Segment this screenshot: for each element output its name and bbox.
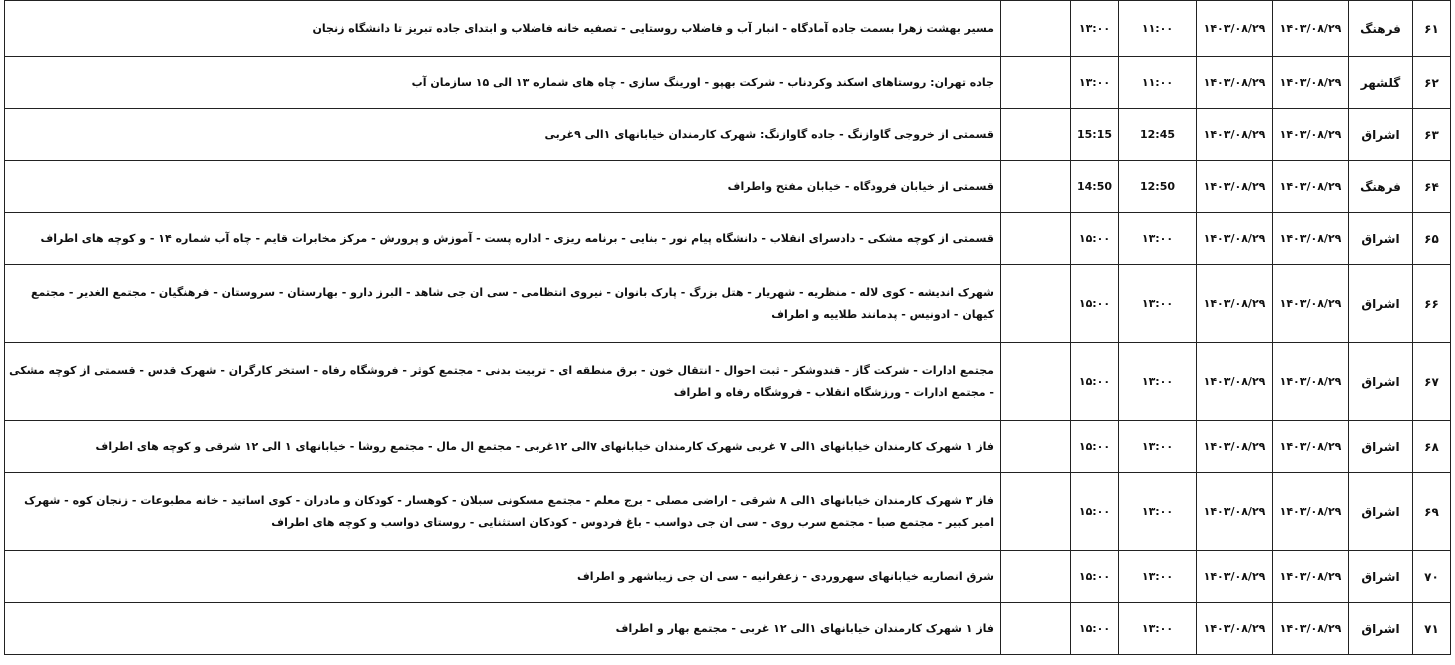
row-number-cell: ۶۱ (1413, 1, 1451, 57)
date-from-cell: ۱۴۰۳/۰۸/۲۹ (1273, 343, 1349, 421)
area-cell: فاز ۱ شهرک کارمندان خیابانهای ۱الی ۷ غربی شهرک کارمندان خیابانهای ۷الی ۱۲غربی - مجتمع ال مال - مجتمع روشا - خیابانهای ۱ الی ۱۲ شرقی و کوچه های اطراف (5, 421, 1001, 473)
table-body (5, 1, 1451, 655)
spacer-cell (1001, 551, 1071, 603)
time-to-cell: ۱۵:۰۰ (1071, 213, 1119, 265)
time-from-cell: ۱۳:۰۰ (1119, 473, 1197, 551)
date-from-cell: ۱۴۰۳/۰۸/۲۹ (1273, 265, 1349, 343)
date-from-cell: ۱۴۰۳/۰۸/۲۹ (1273, 1, 1349, 57)
table-row (5, 603, 1451, 655)
table-row (5, 1, 1451, 57)
time-from-cell: 12:45 (1119, 109, 1197, 161)
time-from-cell: ۱۳:۰۰ (1119, 603, 1197, 655)
date-from-cell: ۱۴۰۳/۰۸/۲۹ (1273, 473, 1349, 551)
date-from-cell: ۱۴۰۳/۰۸/۲۹ (1273, 551, 1349, 603)
spacer-cell (1001, 265, 1071, 343)
area-cell: شرق انصاریه خیابانهای سهروردی - زعفرانیه - سی ان جی زیباشهر و اطراف (5, 551, 1001, 603)
table-row (5, 109, 1451, 161)
row-number-cell: ۶۵ (1413, 213, 1451, 265)
time-from-cell: ۱۳:۰۰ (1119, 265, 1197, 343)
row-number-cell: ۷۰ (1413, 551, 1451, 603)
area-cell: قسمتی از خیابان فرودگاه - خیابان مفتح واطراف (5, 161, 1001, 213)
date-to-cell: ۱۴۰۳/۰۸/۲۹ (1197, 603, 1273, 655)
date-from-cell: ۱۴۰۳/۰۸/۲۹ (1273, 213, 1349, 265)
date-to-cell: ۱۴۰۳/۰۸/۲۹ (1197, 473, 1273, 551)
spacer-cell (1001, 343, 1071, 421)
table-row (5, 343, 1451, 421)
date-to-cell: ۱۴۰۳/۰۸/۲۹ (1197, 421, 1273, 473)
time-to-cell: ۱۵:۰۰ (1071, 265, 1119, 343)
area-cell: فاز ۱ شهرک کارمندان خیابانهای ۱الی ۱۲ غربی - مجتمع بهار و اطراف (5, 603, 1001, 655)
region-cell: اشراق (1349, 213, 1413, 265)
table-row (5, 473, 1451, 551)
area-cell: مجتمع ادارات - شرکت گاز - قندوشکر - ثبت احوال - انتقال خون - برق منطقه ای - تربیت بدنی - مجتمع کوثر - فروشگاه رفاه - استخر کارگران - شهرک قدس - قسمتی از کوچه مشکی - مجتمع ادارات - ورزشگاه انقلاب - فروشگاه رفاه و اطراف (5, 343, 1001, 421)
area-cell: قسمتی از خروجی گاوازنگ - جاده گاوازنگ: شهرک کارمندان خیابانهای ۱الی ۹غربی (5, 109, 1001, 161)
time-to-cell: ۱۵:۰۰ (1071, 421, 1119, 473)
area-cell: فاز ۳ شهرک کارمندان خیابانهای ۱الی ۸ شرقی - اراضی مصلی - برج معلم - مجتمع مسکونی سبلان - کوهسار - کودکان و مادران - کوی اساتید - خانه مطبوعات - زنجان کوه - شهرک امیر کبیر - مجتمع صبا - مجتمع سرب روی - سی ان جی دواسب - باغ فردوس - کودکان استثنایی - روستای دواسب و کوچه های اطراف (5, 473, 1001, 551)
date-to-cell: ۱۴۰۳/۰۸/۲۹ (1197, 161, 1273, 213)
row-number-cell: ۶۲ (1413, 57, 1451, 109)
time-to-cell: ۱۵:۰۰ (1071, 343, 1119, 421)
date-from-cell: ۱۴۰۳/۰۸/۲۹ (1273, 109, 1349, 161)
table-row (5, 421, 1451, 473)
time-to-cell: 15:15 (1071, 109, 1119, 161)
table-row (5, 213, 1451, 265)
region-cell: اشراق (1349, 265, 1413, 343)
region-cell: اشراق (1349, 551, 1413, 603)
area-cell: قسمتی از کوچه مشکی - دادسرای انقلاب - دانشگاه پیام نور - بنایی - برنامه ریزی - اداره پست - آموزش و پرورش - مرکز مخابرات قایم - چاه آب شماره ۱۴ - و کوچه های اطراف (5, 213, 1001, 265)
time-from-cell: ۱۳:۰۰ (1119, 551, 1197, 603)
date-from-cell: ۱۴۰۳/۰۸/۲۹ (1273, 57, 1349, 109)
spacer-cell (1001, 603, 1071, 655)
date-to-cell: ۱۴۰۳/۰۸/۲۹ (1197, 551, 1273, 603)
date-to-cell: ۱۴۰۳/۰۸/۲۹ (1197, 213, 1273, 265)
time-to-cell: ۱۳:۰۰ (1071, 57, 1119, 109)
area-cell: جاده تهران: روستاهای اسکند وکردناب - شرکت بهپو - اورینگ سازی - چاه های شماره ۱۳ الی ۱۵ سازمان آب (5, 57, 1001, 109)
time-from-cell: ۱۳:۰۰ (1119, 213, 1197, 265)
row-number-cell: ۶۷ (1413, 343, 1451, 421)
date-to-cell: ۱۴۰۳/۰۸/۲۹ (1197, 343, 1273, 421)
date-to-cell: ۱۴۰۳/۰۸/۲۹ (1197, 57, 1273, 109)
row-number-cell: ۶۳ (1413, 109, 1451, 161)
table-row (5, 551, 1451, 603)
region-cell: گلشهر (1349, 57, 1413, 109)
time-to-cell: 14:50 (1071, 161, 1119, 213)
spacer-cell (1001, 161, 1071, 213)
time-from-cell: ۱۱:۰۰ (1119, 1, 1197, 57)
table-row (5, 265, 1451, 343)
outage-schedule-table (4, 0, 1451, 655)
region-cell: اشراق (1349, 343, 1413, 421)
table-row (5, 161, 1451, 213)
row-number-cell: ۶۹ (1413, 473, 1451, 551)
row-number-cell: ۶۸ (1413, 421, 1451, 473)
area-cell: شهرک اندیشه - کوی لاله - منظریه - شهریار - هتل بزرگ - پارک بانوان - نیروی انتظامی - سی ان جی شاهد - البرز دارو - بهارستان - سروستان - فرهنگیان - مجتمع الغدیر - مجتمع کیهان - ادونیس - پدمانند طلاییه و اطراف (5, 265, 1001, 343)
time-from-cell: ۱۳:۰۰ (1119, 421, 1197, 473)
time-from-cell: ۱۳:۰۰ (1119, 343, 1197, 421)
time-to-cell: ۱۳:۰۰ (1071, 1, 1119, 57)
region-cell: اشراق (1349, 421, 1413, 473)
region-cell: فرهنگ (1349, 1, 1413, 57)
date-to-cell: ۱۴۰۳/۰۸/۲۹ (1197, 1, 1273, 57)
spacer-cell (1001, 109, 1071, 161)
spacer-cell (1001, 473, 1071, 551)
region-cell: اشراق (1349, 603, 1413, 655)
time-to-cell: ۱۵:۰۰ (1071, 603, 1119, 655)
row-number-cell: ۶۶ (1413, 265, 1451, 343)
time-from-cell: 12:50 (1119, 161, 1197, 213)
spacer-cell (1001, 57, 1071, 109)
date-from-cell: ۱۴۰۳/۰۸/۲۹ (1273, 161, 1349, 213)
time-to-cell: ۱۵:۰۰ (1071, 473, 1119, 551)
date-from-cell: ۱۴۰۳/۰۸/۲۹ (1273, 421, 1349, 473)
region-cell: فرهنگ (1349, 161, 1413, 213)
time-to-cell: ۱۵:۰۰ (1071, 551, 1119, 603)
date-to-cell: ۱۴۰۳/۰۸/۲۹ (1197, 109, 1273, 161)
area-cell: مسیر بهشت زهرا بسمت جاده آمادگاه - انبار آب و فاضلاب روستایی - تصفیه خانه فاضلاب و ابتدای جاده تبریز تا دانشگاه زنجان (5, 1, 1001, 57)
row-number-cell: ۶۴ (1413, 161, 1451, 213)
date-from-cell: ۱۴۰۳/۰۸/۲۹ (1273, 603, 1349, 655)
region-cell: اشراق (1349, 473, 1413, 551)
spacer-cell (1001, 213, 1071, 265)
time-from-cell: ۱۱:۰۰ (1119, 57, 1197, 109)
spacer-cell (1001, 421, 1071, 473)
date-to-cell: ۱۴۰۳/۰۸/۲۹ (1197, 265, 1273, 343)
table-row (5, 57, 1451, 109)
row-number-cell: ۷۱ (1413, 603, 1451, 655)
spacer-cell (1001, 1, 1071, 57)
region-cell: اشراق (1349, 109, 1413, 161)
